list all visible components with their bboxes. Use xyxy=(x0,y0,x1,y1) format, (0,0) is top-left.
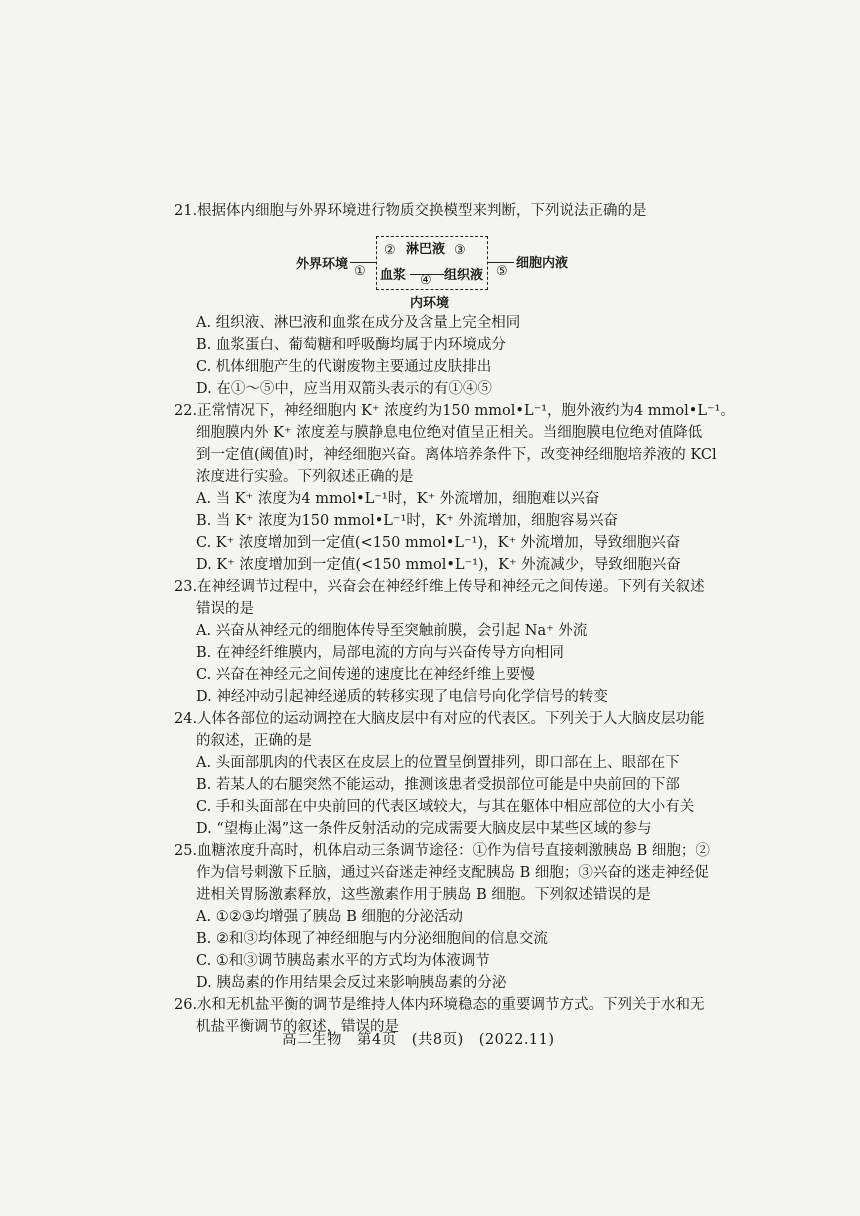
question-21-options xyxy=(174,312,734,400)
page-footer: 高二生物 第4页 (共8页) (2022.11) xyxy=(282,1032,555,1048)
question-stem: 21.根据体内细胞与外界环境进行物质交换模型来判断，下列说法正确的是 xyxy=(174,203,647,219)
option-d: D. 在①～⑤中，应当用双箭头表示的有①④⑤ xyxy=(196,381,492,397)
exchange-diagram xyxy=(290,236,580,310)
question-stem: 22.正常情况下，神经细胞内 K⁺ 浓度约为150 mmol•L⁻¹，胞外液约为4 mmol•L⁻¹。 xyxy=(174,403,735,419)
question-stem-cont: 机盐平衡调节的叙述，错误的是 xyxy=(196,1019,399,1035)
option-c: C. 兴奋在神经元之间传递的速度比在神经纤维上要慢 xyxy=(196,667,535,683)
option-c: C. ①和③调节胰岛素水平的方式均为体液调节 xyxy=(196,953,490,969)
diagram-num-1: ① xyxy=(354,264,366,279)
diagram-label-lymph: 淋巴液 xyxy=(406,242,446,257)
diagram-label-outer: 外界环境 xyxy=(296,257,349,272)
option-d: D. K⁺ 浓度增加到一定值(<150 mmol•L⁻¹)，K⁺ 外流减少，导致细胞兴奋 xyxy=(196,557,681,573)
option-b: B. 血浆蛋白、葡萄糖和呼吸酶均属于内环境成分 xyxy=(196,337,506,353)
diagram-num-5: ⑤ xyxy=(496,264,508,279)
question-stem-cont: 错误的是 xyxy=(196,601,254,617)
option-c: C. 机体细胞产生的代谢废物主要通过皮肤排出 xyxy=(196,359,492,375)
question-25 xyxy=(174,840,734,994)
question-stem: 26.水和无机盐平衡的调节是维持人体内环境稳态的重要调节方式。下列关于水和无 xyxy=(174,997,705,1013)
option-b: B. 当 K⁺ 浓度为150 mmol•L⁻¹时，K⁺ 外流增加，细胞容易兴奋 xyxy=(196,513,618,529)
option-d: D. “望梅止渴”这一条件反射活动的完成需要大脑皮层中某些区域的参与 xyxy=(196,821,652,837)
question-stem-cont: 进相关胃肠激素释放，这些激素作用于胰岛 B 细胞。下列叙述错误的是 xyxy=(196,887,651,903)
diagram-label-tissue: 组织液 xyxy=(444,268,484,283)
option-b: B. ②和③均体现了神经细胞与内分泌细胞间的信息交流 xyxy=(196,931,548,947)
question-stem-cont: 细胞膜内外 K⁺ 浓度差与膜静息电位绝对值呈正相关。当细胞膜电位绝对值降低 xyxy=(196,425,703,441)
question-21 xyxy=(174,200,734,222)
diagram-label-cell: 细胞内液 xyxy=(516,256,569,271)
option-b: B. 若某人的右腿突然不能运动，推测该患者受损部位可能是中央前回的下部 xyxy=(196,777,680,793)
question-stem: 25.血糖浓度升高时，机体启动三条调节途径：①作为信号直接刺激胰岛 B 细胞；② xyxy=(174,843,710,859)
diagram-label-inner: 内环境 xyxy=(410,296,450,311)
diagram-label-plasma: 血浆 xyxy=(380,268,407,283)
question-22 xyxy=(174,400,734,576)
diagram-num-3: ③ xyxy=(454,243,466,258)
option-c: C. 手和头面部在中央前回的代表区域较大，与其在躯体中相应部位的大小有关 xyxy=(196,799,695,815)
question-stem-cont: 到一定值(阈值)时，神经细胞兴奋。离体培养条件下，改变神经细胞培养液的 KCl xyxy=(196,447,717,463)
option-a: A. 组织液、淋巴液和血浆在成分及含量上完全相同 xyxy=(196,315,521,331)
option-a: A. 头面部肌肉的代表区在皮层上的位置呈倒置排列，即口部在上、眼部在下 xyxy=(196,755,680,771)
diagram-num-4: ④ xyxy=(420,273,432,288)
option-a: A. ①②③均增强了胰岛 B 细胞的分泌活动 xyxy=(196,909,464,925)
question-23 xyxy=(174,576,734,708)
question-24 xyxy=(174,708,734,840)
option-c: C. K⁺ 浓度增加到一定值(<150 mmol•L⁻¹)，K⁺ 外流增加，导致细胞兴奋 xyxy=(196,535,681,551)
option-a: A. 兴奋从神经元的细胞体传导至突触前膜，会引起 Na⁺ 外流 xyxy=(196,623,588,639)
question-stem: 23.在神经调节过程中，兴奋会在神经纤维上传导和神经元之间传递。下列有关叙述 xyxy=(174,579,705,595)
option-d: D. 胰岛素的作用结果会反过来影响胰岛素的分泌 xyxy=(196,975,507,991)
option-d: D. 神经冲动引起神经递质的转移实现了电信号向化学信号的转变 xyxy=(196,689,608,705)
question-stem-cont: 的叙述，正确的是 xyxy=(196,733,312,749)
option-b: B. 在神经纤维膜内，局部电流的方向与兴奋传导方向相同 xyxy=(196,645,564,661)
option-a: A. 当 K⁺ 浓度为4 mmol•L⁻¹时，K⁺ 外流增加，细胞难以兴奋 xyxy=(196,491,600,507)
question-stem: 24.人体各部位的运动调控在大脑皮层中有对应的代表区。下列关于人大脑皮层功能 xyxy=(174,711,705,727)
question-stem-cont: 浓度进行实验。下列叙述正确的是 xyxy=(196,469,414,485)
question-stem-cont: 作为信号刺激下丘脑，通过兴奋迷走神经支配胰岛 B 细胞；③兴奋的迷走神经促 xyxy=(196,865,709,881)
diagram-num-2: ② xyxy=(384,243,396,258)
